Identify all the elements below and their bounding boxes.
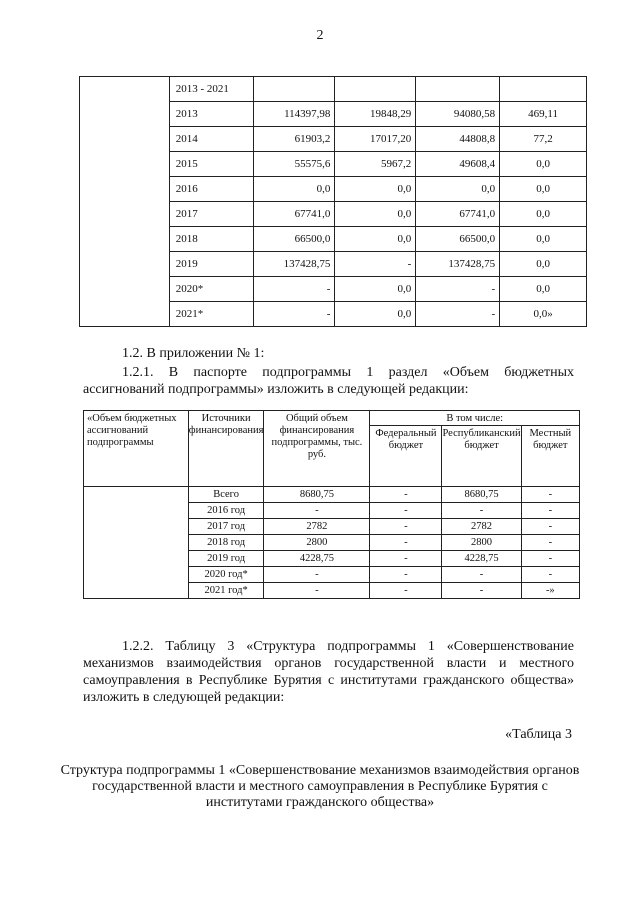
republican-cell: - bbox=[442, 583, 521, 599]
federal-cell: 0,0 bbox=[335, 202, 416, 227]
local-cell: 0,0 bbox=[500, 252, 587, 277]
header-republican: Республиканский бюджет bbox=[442, 426, 521, 487]
total-cell: 8680,75 bbox=[264, 487, 370, 503]
source-cell: Всего bbox=[188, 487, 264, 503]
local-cell: -» bbox=[521, 583, 579, 599]
federal-cell: 19848,29 bbox=[335, 102, 416, 127]
header-total: Общий объем финансирования подпрограммы, тыс. руб. bbox=[264, 411, 370, 487]
federal-cell bbox=[335, 77, 416, 102]
local-cell: - bbox=[521, 503, 579, 519]
table3-label: «Таблица 3 bbox=[505, 727, 572, 742]
total-cell: 55575,6 bbox=[253, 152, 335, 177]
local-cell: 0,0 bbox=[500, 152, 587, 177]
republican-cell: - bbox=[416, 302, 500, 327]
source-cell: 2020 год* bbox=[188, 567, 264, 583]
paragraph-1-2-2: 1.2.2. Таблицу 3 «Структура подпрограммы 1 «Совершенствование механизмов взаимодействия органов государственной власти и местного самоуправления в Республике Бурятия с институтами гражданского общества» изложить в следующей редакции: bbox=[83, 639, 574, 705]
header-local: Местный бюджет bbox=[521, 426, 579, 487]
source-cell: 2018 год bbox=[188, 535, 264, 551]
republican-cell: 4228,75 bbox=[442, 551, 521, 567]
republican-cell: 94080,58 bbox=[416, 102, 500, 127]
paragraph-1-2-1: 1.2.1. В паспорте подпрограммы 1 раздел «Объем бюджетных ассигнований подпрограммы» изложить в следующей редакции: bbox=[83, 365, 574, 397]
federal-cell: - bbox=[370, 535, 442, 551]
table-row bbox=[80, 77, 587, 102]
section-1-2: 1.2. В приложении № 1: bbox=[122, 346, 265, 361]
total-cell: - bbox=[253, 302, 335, 327]
federal-cell: - bbox=[370, 503, 442, 519]
local-cell: 0,0 bbox=[500, 202, 587, 227]
local-cell: 0,0 bbox=[500, 227, 587, 252]
republican-cell: 137428,75 bbox=[416, 252, 500, 277]
header-including: В том числе: bbox=[370, 411, 580, 426]
local-cell: - bbox=[521, 487, 579, 503]
source-cell: 2017 год bbox=[188, 519, 264, 535]
republican-cell: 2782 bbox=[442, 519, 521, 535]
source-cell: 2021 год* bbox=[188, 583, 264, 599]
total-cell: - bbox=[264, 567, 370, 583]
table3-title: Структура подпрограммы 1 «Совершенствование механизмов взаимодействия органов государственной власти и местного самоуправления в Республике Бурятия с институтами гражданского общества» bbox=[60, 763, 580, 810]
local-cell bbox=[500, 77, 587, 102]
funding-by-year-table bbox=[79, 76, 587, 327]
total-cell: 61903,2 bbox=[253, 127, 335, 152]
republican-cell: 66500,0 bbox=[416, 227, 500, 252]
local-cell: 0,0 bbox=[500, 177, 587, 202]
page-number: 2 bbox=[316, 28, 324, 43]
total-cell: 114397,98 bbox=[253, 102, 335, 127]
table-blank-cell bbox=[84, 487, 189, 599]
budget-allocation-table bbox=[83, 410, 580, 599]
total-cell: 2800 bbox=[264, 535, 370, 551]
local-cell: 469,11 bbox=[500, 102, 587, 127]
federal-cell: - bbox=[370, 551, 442, 567]
republican-cell: - bbox=[442, 567, 521, 583]
federal-cell: 0,0 bbox=[335, 302, 416, 327]
republican-cell: 49608,4 bbox=[416, 152, 500, 177]
year-cell: 2014 bbox=[169, 127, 253, 152]
total-cell bbox=[253, 77, 335, 102]
year-cell: 2017 bbox=[169, 202, 253, 227]
total-cell: 4228,75 bbox=[264, 551, 370, 567]
total-cell: 67741,0 bbox=[253, 202, 335, 227]
year-cell: 2021* bbox=[169, 302, 253, 327]
republican-cell: - bbox=[416, 277, 500, 302]
federal-cell: 0,0 bbox=[335, 227, 416, 252]
table-row bbox=[84, 487, 580, 503]
republican-cell: - bbox=[442, 503, 521, 519]
local-cell: - bbox=[521, 551, 579, 567]
republican-cell: 67741,0 bbox=[416, 202, 500, 227]
total-cell: - bbox=[264, 583, 370, 599]
local-cell: - bbox=[521, 519, 579, 535]
local-cell: 0,0 bbox=[500, 277, 587, 302]
total-cell: 137428,75 bbox=[253, 252, 335, 277]
total-cell: 66500,0 bbox=[253, 227, 335, 252]
federal-cell: 0,0 bbox=[335, 177, 416, 202]
federal-cell: 5967,2 bbox=[335, 152, 416, 177]
year-cell: 2020* bbox=[169, 277, 253, 302]
header-sources: Источники финансирования bbox=[188, 411, 264, 487]
federal-cell: - bbox=[370, 487, 442, 503]
header-budget-label: «Объем бюджетных ассигнований подпрограммы bbox=[84, 411, 189, 487]
local-cell: - bbox=[521, 535, 579, 551]
republican-cell: 0,0 bbox=[416, 177, 500, 202]
local-cell: - bbox=[521, 567, 579, 583]
year-cell: 2019 bbox=[169, 252, 253, 277]
republican-cell bbox=[416, 77, 500, 102]
total-cell: - bbox=[253, 277, 335, 302]
year-cell: 2013 bbox=[169, 102, 253, 127]
republican-cell: 44808,8 bbox=[416, 127, 500, 152]
year-cell: 2016 bbox=[169, 177, 253, 202]
federal-cell: - bbox=[370, 583, 442, 599]
table-blank-cell bbox=[80, 77, 170, 327]
total-cell: 0,0 bbox=[253, 177, 335, 202]
federal-cell: - bbox=[335, 252, 416, 277]
year-cell: 2013 - 2021 bbox=[169, 77, 253, 102]
federal-cell: - bbox=[370, 519, 442, 535]
federal-cell: 0,0 bbox=[335, 277, 416, 302]
source-cell: 2019 год bbox=[188, 551, 264, 567]
federal-cell: - bbox=[370, 567, 442, 583]
total-cell: 2782 bbox=[264, 519, 370, 535]
federal-cell: 17017,20 bbox=[335, 127, 416, 152]
year-cell: 2015 bbox=[169, 152, 253, 177]
local-cell: 0,0» bbox=[500, 302, 587, 327]
source-cell: 2016 год bbox=[188, 503, 264, 519]
republican-cell: 2800 bbox=[442, 535, 521, 551]
republican-cell: 8680,75 bbox=[442, 487, 521, 503]
year-cell: 2018 bbox=[169, 227, 253, 252]
header-federal: Федеральный бюджет bbox=[370, 426, 442, 487]
total-cell: - bbox=[264, 503, 370, 519]
local-cell: 77,2 bbox=[500, 127, 587, 152]
